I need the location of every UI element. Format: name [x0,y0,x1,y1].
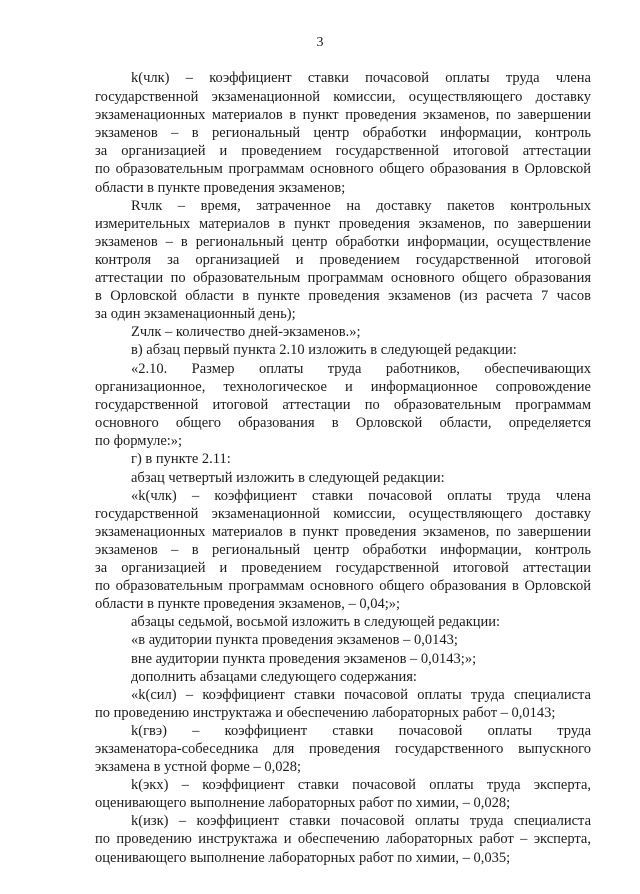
text-line: за организацией и проведением государственной итоговой аттестации [95,560,591,576]
text-line: абзацы седьмой, восьмой изложить в следующей редакции: [131,614,501,630]
text-line: организационное, технологическое и информационное сопровождение [95,379,591,395]
text-line: в Орловской области в пункте проведения экзаменов (из расчета 7 часов [95,288,591,304]
text-line: экзаменов – в региональный центр обработки информации, контроль [95,542,591,558]
text-line: экзаменатора-собеседника для проведения государственного выпускного [95,741,591,757]
text-line: k(гвэ) – коэффициент ставки почасовой оплаты труда [131,723,591,739]
text-line: Rчлк – время, затраченное на доставку пакетов контрольных [131,198,591,214]
text-line: по проведению инструктажа и обеспечению лабораторных работ – эксперта, [95,831,591,847]
text-line: экзамена в устной форме – 0,028; [95,759,302,775]
text-line: по проведению инструктажа и обеспечению лабораторных работ – 0,0143; [95,705,556,721]
text-line: экзаменов – в региональный центр обработки информации, контроль [95,125,591,141]
text-line: области в пункте проведения экзаменов; [95,180,346,196]
text-line: k(члк) – коэффициент ставки почасовой оплаты труда члена [131,70,591,86]
text-line: государственной итоговой аттестации по образовательным программам [95,397,591,413]
text-line: k(изк) – коэффициент ставки почасовой оплаты труда специалиста [131,813,591,829]
text-line: по образовательным программам основного общего образования в Орловской [95,161,591,177]
text-line: в) абзац первый пункта 2.10 изложить в следующей редакции: [131,342,517,358]
text-line: оценивающего выполнение лабораторных работ по химии, – 0,028; [95,795,511,811]
text-line: государственной экзаменационной комиссии, осуществляющего доставку [95,506,591,522]
text-line: по формуле:»; [95,433,183,449]
text-line: за организацией и проведением государственной итоговой аттестации [95,143,591,159]
text-line: дополнить абзацами следующего содержания: [131,669,417,685]
text-line: измерительных материалов в пункт проведения экзаменов, по завершении [95,216,591,232]
text-line: «в аудитории пункта проведения экзаменов – 0,0143; [131,632,458,648]
text-line: области в пункте проведения экзаменов, – 0,04;»; [95,596,400,612]
text-line: «k(сил) – коэффициент ставки почасовой оплаты труда специалиста [131,687,591,703]
text-line: вне аудитории пункта проведения экзаменов – 0,0143;»; [131,651,477,667]
text-line: контроля за организацией и проведением государственной итоговой [95,252,591,268]
text-line: за один экзаменационный день); [95,306,296,322]
text-line: основного общего образования в Орловской области, определяется [95,415,591,431]
text-line: г) в пункте 2.11: [131,451,231,467]
text-line: экзаменов – в региональный центр обработки информации, осуществление [95,234,591,250]
page-number: 3 [316,35,324,50]
text-line: аттестации по образовательным программам основного общего образования [95,270,591,286]
text-line: экзаменационных материалов в пункт проведения экзаменов, по завершении [95,107,591,123]
text-line: экзаменационных материалов в пункт проведения экзаменов, по завершении [95,524,591,540]
text-line: k(экх) – коэффициент ставки почасовой оплаты труда эксперта, [131,777,591,793]
text-line: абзац четвертый изложить в следующей редакции: [131,470,445,486]
text-line: «2.10. Размер оплаты труда работников, обеспечивающих [131,361,591,377]
text-line: государственной экзаменационной комиссии, осуществляющего доставку [95,89,591,105]
text-line: «k(члк) – коэффициент ставки почасовой оплаты труда члена [131,488,591,504]
text-line: оценивающего выполнение лабораторных работ по химии, – 0,035; [95,850,511,866]
text-line: по образовательным программам основного общего образования в Орловской [95,578,591,594]
text-line: Zчлк – количество дней-экзаменов.»; [131,324,361,340]
